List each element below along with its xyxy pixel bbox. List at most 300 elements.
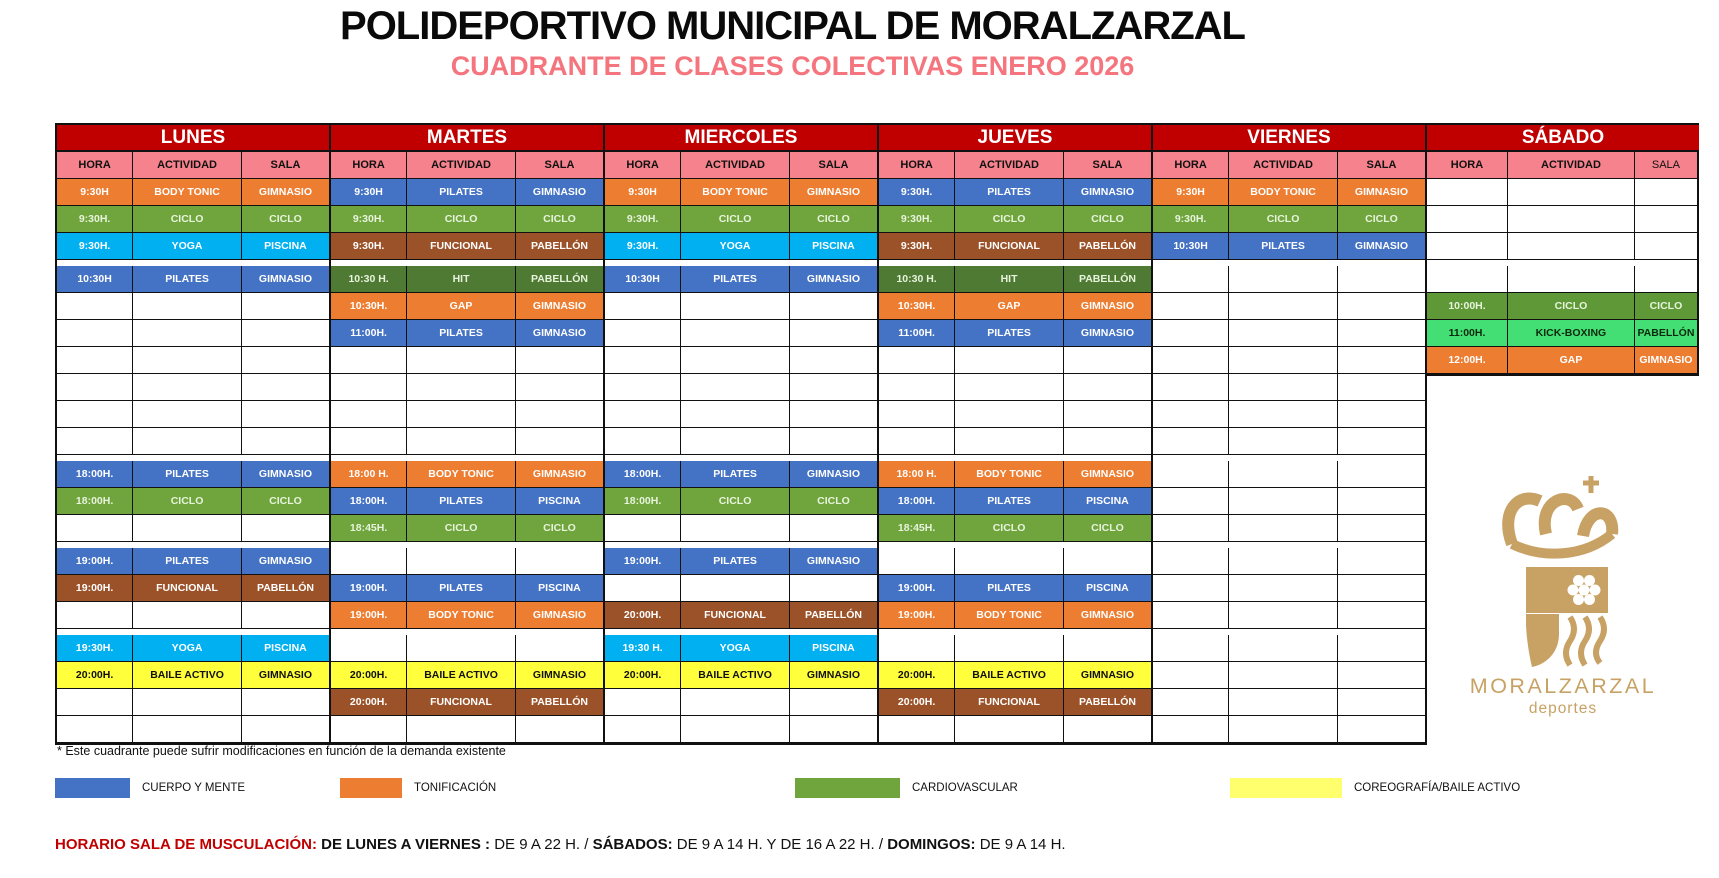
schedule-row [1153, 548, 1425, 575]
cell-actividad: FUNCIONAL [681, 602, 790, 629]
cell-sala [1635, 233, 1697, 260]
cell-hora [1153, 488, 1229, 515]
day-column-lunes [55, 125, 329, 745]
cell-actividad: CICLO [955, 515, 1064, 542]
schedule-row [1427, 233, 1697, 260]
day-header-sabado: SÁBADO [1427, 125, 1699, 152]
cell-hora [331, 548, 407, 575]
cell-sala: CICLO [790, 488, 877, 515]
schedule-row [605, 662, 877, 689]
cell-sala: PABELLÓN [790, 602, 877, 629]
cell-actividad: PILATES [407, 575, 516, 602]
header-cell-hora: HORA [879, 152, 955, 179]
cell-sala [242, 320, 329, 347]
schedule-row [331, 293, 603, 320]
gym-hours-segment: DOMINGOS: [887, 836, 980, 853]
cell-sala: GIMNASIO [242, 548, 329, 575]
cell-actividad [955, 374, 1064, 401]
cell-actividad: FUNCIONAL [955, 233, 1064, 260]
cell-sala [1064, 347, 1151, 374]
schedule-row [605, 233, 877, 260]
cell-sala: GIMNASIO [516, 662, 603, 689]
cell-hora: 18:00H. [57, 461, 133, 488]
cell-hora: 20:00H. [879, 662, 955, 689]
schedule-row [879, 602, 1151, 629]
schedule-row [331, 347, 603, 374]
legend-label: COREOGRAFÍA/BAILE ACTIVO [1354, 782, 1521, 794]
schedule-row [879, 293, 1151, 320]
cell-hora [1153, 515, 1229, 542]
schedule-row [331, 461, 603, 488]
cell-hora: 19:00H. [605, 548, 681, 575]
title-block [0, 4, 1585, 82]
cell-hora [1153, 575, 1229, 602]
cell-hora [57, 401, 133, 428]
cell-sala [790, 374, 877, 401]
cell-hora [1153, 266, 1229, 293]
cell-actividad [1508, 233, 1635, 260]
cell-actividad: CICLO [133, 488, 242, 515]
cell-sala: CICLO [242, 488, 329, 515]
schedule-row [879, 662, 1151, 689]
schedule-row [331, 575, 603, 602]
cell-sala [242, 401, 329, 428]
cell-actividad [1229, 374, 1338, 401]
schedule-row [1153, 575, 1425, 602]
cell-sala: GIMNASIO [516, 602, 603, 629]
cell-actividad: CICLO [955, 206, 1064, 233]
schedule-row [605, 293, 877, 320]
cell-actividad [133, 689, 242, 716]
cell-hora [1153, 401, 1229, 428]
cell-actividad [681, 320, 790, 347]
cell-sala [242, 515, 329, 542]
cell-actividad [1229, 266, 1338, 293]
cell-actividad [1229, 515, 1338, 542]
cell-sala [516, 635, 603, 662]
header-cell-hora: HORA [57, 152, 133, 179]
cell-hora [879, 548, 955, 575]
gym-hours-line [55, 836, 1066, 853]
schedule-row [57, 347, 329, 374]
cell-actividad [133, 515, 242, 542]
cell-sala: PABELLÓN [1064, 689, 1151, 716]
gym-hours-segment: SÁBADOS: [592, 836, 677, 853]
schedule-row [331, 689, 603, 716]
cell-hora: 11:00H. [1427, 320, 1508, 347]
header-cell-actividad: ACTIVIDAD [1229, 152, 1338, 179]
cell-actividad [955, 347, 1064, 374]
cell-sala [516, 374, 603, 401]
cell-actividad: YOGA [133, 233, 242, 260]
schedule-row [331, 401, 603, 428]
column-headers-row [331, 152, 603, 179]
cell-sala: CICLO [516, 515, 603, 542]
cell-sala: PISCINA [242, 635, 329, 662]
gym-hours-segment: HORARIO SALA DE MUSCULACIÓN: [55, 836, 322, 853]
cell-hora: 10:30H. [331, 293, 407, 320]
cell-actividad [1229, 320, 1338, 347]
cell-hora: 19:00H. [879, 602, 955, 629]
cell-actividad [681, 689, 790, 716]
cell-sala: PISCINA [1064, 488, 1151, 515]
cell-sala: PISCINA [1064, 575, 1151, 602]
cell-hora [331, 401, 407, 428]
cell-sala [242, 602, 329, 629]
cell-actividad [955, 548, 1064, 575]
day-column-viernes [1151, 125, 1425, 745]
cell-hora: 20:00H. [605, 662, 681, 689]
day-column-miercoles [603, 125, 877, 745]
gym-hours-segment: DE 9 A 14 H. [979, 836, 1066, 853]
cell-hora [605, 401, 681, 428]
schedule-row [331, 716, 603, 743]
cell-hora: 19:00H. [331, 575, 407, 602]
legend-swatch [1230, 778, 1342, 798]
cell-actividad [681, 401, 790, 428]
day-header-martes: MARTES [331, 125, 603, 152]
cell-hora: 12:00H. [1427, 347, 1508, 374]
cell-actividad: BODY TONIC [1229, 179, 1338, 206]
header-cell-sala: SALA [516, 152, 603, 179]
footnote: * Este cuadrante puede sufrir modificaciones en función de la demanda existente [57, 744, 506, 758]
cell-hora [879, 347, 955, 374]
cell-sala: GIMNASIO [242, 461, 329, 488]
cell-actividad: PILATES [133, 461, 242, 488]
cell-sala: PABELLÓN [1635, 320, 1697, 347]
schedule-row [57, 716, 329, 743]
cell-sala [1064, 548, 1151, 575]
cell-sala: GIMNASIO [1064, 461, 1151, 488]
logo-subtext: deportes [1528, 700, 1598, 717]
schedule-row [1153, 662, 1425, 689]
cell-sala: GIMNASIO [242, 266, 329, 293]
header-cell-actividad: ACTIVIDAD [1508, 152, 1635, 179]
cell-hora: 19:00H. [57, 575, 133, 602]
cell-sala [1635, 266, 1697, 293]
cell-actividad: BODY TONIC [407, 461, 516, 488]
cell-hora [57, 689, 133, 716]
cell-actividad [407, 374, 516, 401]
cell-sala: PABELLÓN [516, 233, 603, 260]
cell-sala: GIMNASIO [790, 662, 877, 689]
cell-hora: 18:45H. [331, 515, 407, 542]
cell-hora: 18:00 H. [879, 461, 955, 488]
cell-hora [605, 320, 681, 347]
cell-hora [605, 347, 681, 374]
cell-hora: 18:45H. [879, 515, 955, 542]
cell-sala [516, 716, 603, 743]
cell-sala [790, 515, 877, 542]
schedule-row [57, 266, 329, 293]
schedule-row [331, 428, 603, 455]
gym-hours-segment: DE 9 A 14 H. Y DE 16 A 22 H. / [676, 836, 888, 853]
cell-sala [1064, 374, 1151, 401]
cell-hora: 19:30 H. [605, 635, 681, 662]
cell-sala [242, 689, 329, 716]
cell-hora [331, 428, 407, 455]
cell-sala: GIMNASIO [242, 662, 329, 689]
cell-actividad [133, 602, 242, 629]
cell-sala: GIMNASIO [790, 461, 877, 488]
cell-sala [790, 716, 877, 743]
cell-hora: 19:00H. [57, 548, 133, 575]
cell-actividad [681, 374, 790, 401]
schedule-row [1153, 374, 1425, 401]
cell-sala [1338, 266, 1425, 293]
cell-actividad [681, 428, 790, 455]
cell-hora: 20:00H. [331, 689, 407, 716]
cell-hora [1153, 602, 1229, 629]
cell-sala [1338, 515, 1425, 542]
schedule-row [1153, 428, 1425, 455]
cell-hora [1153, 293, 1229, 320]
cell-sala [242, 428, 329, 455]
cell-hora: 9:30H. [879, 179, 955, 206]
cell-sala [1338, 293, 1425, 320]
cell-actividad: PILATES [955, 320, 1064, 347]
cell-hora [1153, 461, 1229, 488]
day-column-martes [329, 125, 603, 745]
cell-actividad: CICLO [407, 515, 516, 542]
legend-item [795, 778, 1018, 798]
cell-sala [1338, 635, 1425, 662]
cell-hora [1427, 266, 1508, 293]
cell-sala: GIMNASIO [1635, 347, 1697, 374]
cell-sala [1338, 488, 1425, 515]
cell-hora [605, 716, 681, 743]
schedule-row [1427, 206, 1697, 233]
schedule-row [879, 716, 1151, 743]
cell-actividad [955, 716, 1064, 743]
cell-actividad [133, 320, 242, 347]
cell-sala [1064, 428, 1151, 455]
cell-actividad: GAP [407, 293, 516, 320]
cell-hora: 9:30H. [57, 233, 133, 260]
cell-sala: GIMNASIO [1338, 179, 1425, 206]
cell-actividad: PILATES [1229, 233, 1338, 260]
legend-swatch [55, 778, 130, 798]
cell-actividad: PILATES [681, 548, 790, 575]
cell-hora: 10:30H [57, 266, 133, 293]
cell-sala: GIMNASIO [1064, 293, 1151, 320]
cell-hora [57, 320, 133, 347]
cell-sala: PABELLÓN [516, 266, 603, 293]
cell-hora: 9:30H. [879, 233, 955, 260]
cell-actividad [1229, 575, 1338, 602]
cell-actividad: PILATES [407, 320, 516, 347]
schedule-row [879, 635, 1151, 662]
schedule-row [57, 488, 329, 515]
cell-hora: 9:30H. [879, 206, 955, 233]
cell-hora: 9:30H [331, 179, 407, 206]
schedule-row [1427, 293, 1697, 320]
schedule-row [331, 488, 603, 515]
cell-actividad: YOGA [681, 233, 790, 260]
cell-hora: 9:30H [605, 179, 681, 206]
schedule-row [331, 602, 603, 629]
cell-sala: PISCINA [242, 233, 329, 260]
cell-sala: CICLO [516, 206, 603, 233]
page-title: POLIDEPORTIVO MUNICIPAL DE MORALZARZAL [340, 4, 1245, 48]
cell-actividad [407, 347, 516, 374]
header-cell-sala: SALA [1064, 152, 1151, 179]
schedule-row [1153, 179, 1425, 206]
cell-actividad [955, 635, 1064, 662]
cell-sala [1064, 716, 1151, 743]
day-header-jueves: JUEVES [879, 125, 1151, 152]
cell-sala: CICLO [242, 206, 329, 233]
cell-actividad [681, 347, 790, 374]
cell-sala [1338, 548, 1425, 575]
cell-actividad: GAP [955, 293, 1064, 320]
cell-actividad [1229, 293, 1338, 320]
schedule-row [879, 575, 1151, 602]
schedule-row [879, 428, 1151, 455]
schedule-row [605, 401, 877, 428]
cell-actividad: BODY TONIC [955, 461, 1064, 488]
cell-hora: 9:30H [1153, 179, 1229, 206]
schedule-row [57, 515, 329, 542]
cell-actividad: FUNCIONAL [955, 689, 1064, 716]
schedule-row [1153, 602, 1425, 629]
cell-sala [242, 716, 329, 743]
cell-hora [57, 716, 133, 743]
schedule-row [879, 266, 1151, 293]
cell-actividad: BODY TONIC [407, 602, 516, 629]
schedule-row [1427, 179, 1697, 206]
cell-actividad [1229, 689, 1338, 716]
cell-hora: 19:00H. [331, 602, 407, 629]
schedule-row [879, 548, 1151, 575]
schedule-row [1153, 461, 1425, 488]
page-subtitle: CUADRANTE DE CLASES COLECTIVAS ENERO 2026 [450, 51, 1135, 81]
cell-hora [1153, 689, 1229, 716]
cell-hora: 9:30H. [331, 206, 407, 233]
cell-hora [1153, 428, 1229, 455]
header-cell-actividad: ACTIVIDAD [681, 152, 790, 179]
cell-actividad: YOGA [681, 635, 790, 662]
cell-hora [879, 428, 955, 455]
cell-actividad: GAP [1508, 347, 1635, 374]
schedule-row [879, 461, 1151, 488]
cell-hora [57, 293, 133, 320]
saturday-grid [1427, 152, 1699, 376]
schedule-row [57, 401, 329, 428]
cell-sala [1338, 716, 1425, 743]
schedule-row [57, 320, 329, 347]
cell-sala [516, 428, 603, 455]
cell-hora [57, 602, 133, 629]
schedule-row [605, 461, 877, 488]
cell-actividad: CICLO [681, 206, 790, 233]
legend [0, 778, 1719, 802]
cell-actividad [1508, 179, 1635, 206]
cell-actividad: HIT [407, 266, 516, 293]
cell-actividad: CICLO [1229, 206, 1338, 233]
day-header-lunes: LUNES [57, 125, 329, 152]
cell-sala [1064, 635, 1151, 662]
schedule-row [1153, 401, 1425, 428]
header-cell-hora: HORA [605, 152, 681, 179]
schedule-row [331, 548, 603, 575]
cell-hora: 10:30H [605, 266, 681, 293]
schedule-row [1153, 293, 1425, 320]
cell-actividad [1229, 635, 1338, 662]
cell-sala: PISCINA [516, 488, 603, 515]
legend-item [1230, 778, 1520, 798]
cell-actividad [1229, 488, 1338, 515]
column-headers-row [879, 152, 1151, 179]
cell-sala: CICLO [1338, 206, 1425, 233]
cell-actividad [955, 401, 1064, 428]
header-cell-sala: SALA [1635, 152, 1697, 179]
schedule-row [879, 320, 1151, 347]
logo-name: MORALZARZAL [1469, 674, 1657, 698]
cell-actividad [133, 428, 242, 455]
schedule-row [1153, 206, 1425, 233]
cell-hora: 20:00H. [57, 662, 133, 689]
cell-sala [1338, 374, 1425, 401]
cell-hora: 9:30H. [331, 233, 407, 260]
schedule-row [331, 320, 603, 347]
cell-hora [331, 374, 407, 401]
cell-actividad [681, 716, 790, 743]
cell-hora: 9:30H. [605, 206, 681, 233]
cell-actividad [1229, 347, 1338, 374]
cell-actividad: CICLO [133, 206, 242, 233]
schedule-row [57, 206, 329, 233]
cell-actividad: FUNCIONAL [407, 689, 516, 716]
cell-sala [1338, 428, 1425, 455]
schedule-row [605, 575, 877, 602]
cell-actividad: PILATES [681, 266, 790, 293]
cell-hora: 10:30 H. [879, 266, 955, 293]
cell-actividad [133, 716, 242, 743]
cell-hora: 18:00H. [331, 488, 407, 515]
schedule-row [1427, 320, 1697, 347]
schedule-row [1153, 515, 1425, 542]
schedule-row [57, 635, 329, 662]
cell-actividad: BAILE ACTIVO [133, 662, 242, 689]
cell-sala: PISCINA [790, 635, 877, 662]
schedule-row [879, 401, 1151, 428]
cell-sala: GIMNASIO [790, 266, 877, 293]
schedule-row [57, 428, 329, 455]
cell-sala: CICLO [1064, 206, 1151, 233]
cell-actividad [1229, 716, 1338, 743]
legend-swatch [795, 778, 900, 798]
cell-actividad: PILATES [407, 488, 516, 515]
schedule-row [331, 515, 603, 542]
cell-sala: CICLO [790, 206, 877, 233]
schedule-row [1153, 488, 1425, 515]
cell-hora: 19:30H. [57, 635, 133, 662]
cell-sala [1338, 461, 1425, 488]
cell-actividad: BODY TONIC [681, 179, 790, 206]
schedule-row [879, 206, 1151, 233]
cell-sala [516, 401, 603, 428]
cell-hora: 20:00H. [331, 662, 407, 689]
schedule-row [57, 662, 329, 689]
day-column-jueves [877, 125, 1151, 745]
column-headers-row [1427, 152, 1697, 179]
cell-hora [1153, 716, 1229, 743]
cell-actividad [681, 293, 790, 320]
cell-sala: PISCINA [790, 233, 877, 260]
cell-hora [879, 716, 955, 743]
cell-sala [1338, 347, 1425, 374]
